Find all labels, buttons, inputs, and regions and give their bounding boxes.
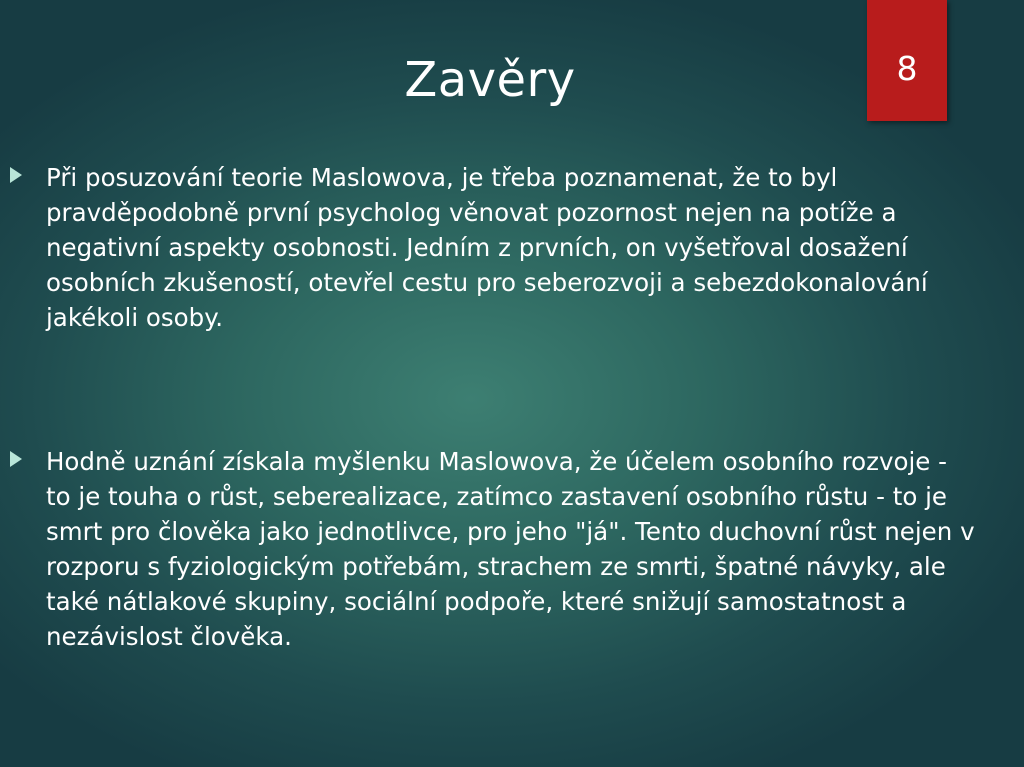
bullet-item (10, 444, 975, 654)
bullet-text: Hodně uznání získala myšlenku Maslowova, že účelem osobního rozvoje - to je touha o růst, seberealizace, zatímco zastavení osobního růstu - to je smrt pro člověka jako jednotlivce, pro jeho "já". Tento duchovní růst nejen v rozporu s fyziologickým potřebám, strachem ze smrti, špatné návyky, ale také nátlakové skupiny, sociální podpoře, které snižují samostatnost a nezávislost člověka. (46, 447, 975, 651)
page-number-badge (867, 0, 947, 121)
bullet-text: Při posuzování teorie Maslowova, je třeba poznamenat, že to byl pravděpodobně první psycholog věnovat pozornost nejen na potíže a negativní aspekty osobnosti. Jedním z prvních, on vyšetřoval dosažení osobních zkušeností, otevřel cestu pro seberozvoji a sebezdokonalování jakékoli osoby. (46, 163, 928, 332)
bullet-item (10, 160, 975, 335)
page-number: 8 (896, 49, 918, 88)
triangle-right-icon (10, 451, 22, 467)
triangle-right-icon (10, 167, 22, 183)
slide-title: Zavěry (404, 52, 576, 108)
